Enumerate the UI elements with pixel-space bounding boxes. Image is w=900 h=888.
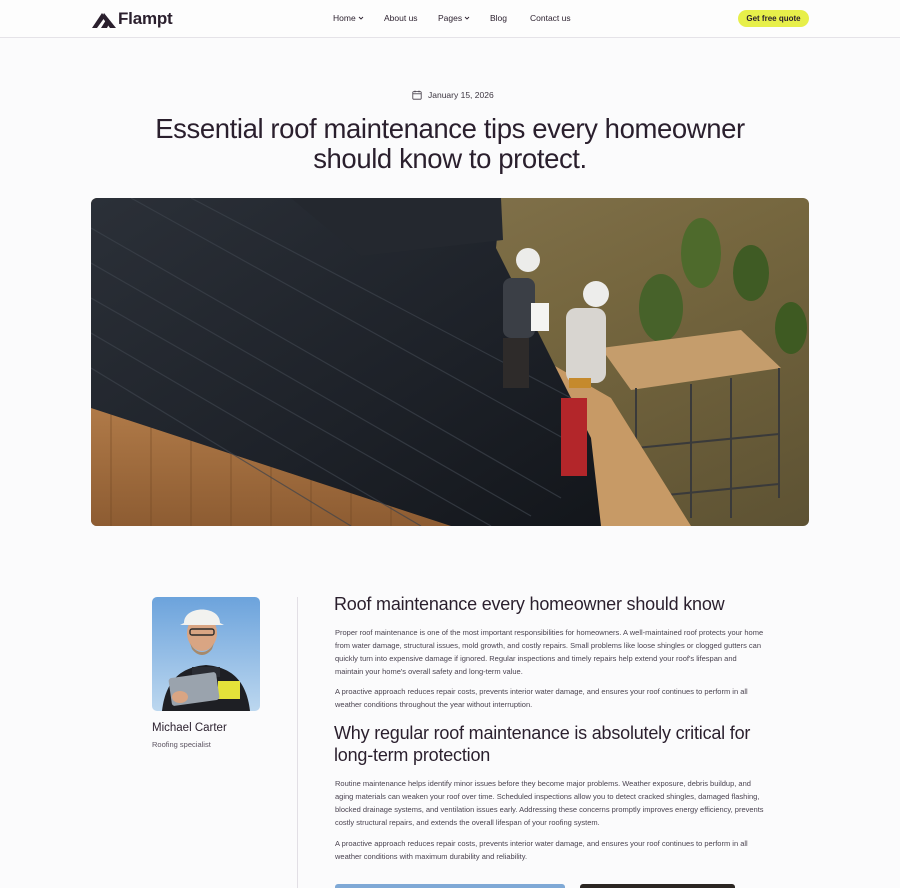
- vertical-divider: [297, 597, 298, 888]
- get-free-quote-button[interactable]: Get free quote: [738, 10, 809, 27]
- nav-item-contact-us[interactable]: [530, 13, 571, 23]
- nav-item-home[interactable]: [333, 13, 364, 23]
- article-image-left: [335, 884, 565, 888]
- nav-item-label: Pages: [438, 13, 463, 23]
- paragraph: Routine maintenance helps identify minor issues before they become major problems. Weather exposure, debris buildup, and aging materials can weaken your roof over time. Scheduled inspections allow you to detect cracked shingles, damaged flashing, blocked drainage systems, and ventilation issues early. Addressing these concerns promptly improves energy efficiency, prevents costly structural repairs, and extends the overall lifespan of your roofing system.: [335, 779, 764, 827]
- post-title: Essential roof maintenance tips every homeowner should know to protect.: [155, 113, 745, 174]
- nav-item-label: Home: [333, 13, 356, 23]
- brand-name: Flampt: [118, 9, 173, 28]
- article-image-right: [580, 884, 735, 888]
- roofers-photo-illustration: [91, 198, 809, 526]
- post-date: [412, 90, 494, 100]
- nav-item-label: About us: [384, 13, 418, 23]
- paragraph: A proactive approach reduces repair costs, prevents interior water damage, and ensures your roof continues to perform in all weather conditions with maximum durability and reliability.: [335, 839, 748, 861]
- paragraph: A proactive approach reduces repair costs, prevents interior water damage, and ensures your roof continues to perform in all weather conditions throughout the year without interruption.: [335, 687, 748, 709]
- nav-item-label: Blog: [490, 13, 508, 23]
- chevron-down-icon: [358, 15, 364, 21]
- nav-item-label: Contact us: [530, 13, 571, 23]
- nav-item-about-us[interactable]: [384, 13, 418, 23]
- author-name: Michael Carter: [152, 722, 227, 734]
- section-heading-maintenance: Roof maintenance every homeowner should know: [334, 594, 725, 614]
- nav-item-pages[interactable]: [438, 13, 470, 23]
- author-role: Roofing specialist: [152, 740, 211, 749]
- paragraph: Proper roof maintenance is one of the most important responsibilities for homeowners. A well-maintained roof protects your home from water damage, structural issues, mold growth, and costly repairs. Small problems like loose shingles or clogged gutters can quickly turn into expensive damage if ignored. Regular inspections and timely repairs help extend your roof's lifespan and maintain your home's overall safety and long-term value.: [335, 628, 764, 676]
- author-photo: [152, 597, 260, 711]
- calendar-icon: [412, 90, 422, 100]
- post-date-text: January 15, 2026: [428, 90, 494, 100]
- author-photo-illustration: [152, 597, 260, 711]
- nav-item-blog[interactable]: [490, 13, 507, 23]
- hero-image: [91, 198, 809, 526]
- site-header: [0, 0, 900, 38]
- chevron-down-icon: [464, 15, 470, 21]
- section-heading-why-maintenance: Why regular roof maintenance is absolutely critical for long-term protection: [334, 723, 751, 765]
